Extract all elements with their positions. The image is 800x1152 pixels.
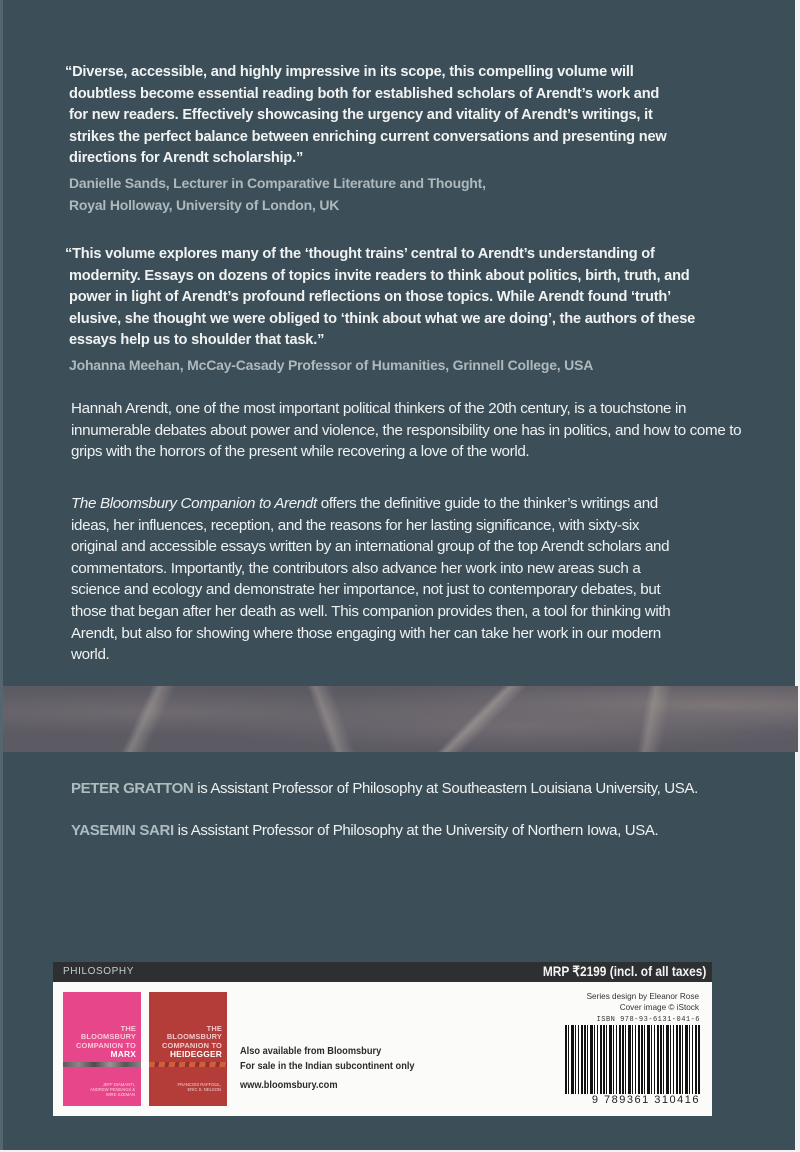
publisher-panel [53,982,712,1116]
author-bio-2 [71,821,658,841]
title-subject: HEIDEGGER [169,1049,222,1060]
book-title: The Bloomsbury Companion to Arendt [71,495,317,512]
title-line: THE [120,1024,136,1033]
related-book-heidegger [149,992,227,1106]
cover-image-credit: Cover image © iStock [619,1002,699,1012]
also-available-text: Also available from Bloomsbury [240,1045,382,1057]
author-name: YASEMIN SARI [71,822,174,839]
publisher-website-link[interactable]: www.bloomsbury.com [240,1079,338,1091]
sale-region-text: For sale in the Indian subcontinent only [240,1059,415,1072]
author-name: PETER GRATTON [71,780,194,797]
barcode-digits: 9 789361 310416 [555,1094,700,1106]
author-bio-1 [71,779,698,799]
title-line: COMPANION TO [75,1040,136,1050]
title-line: BLOOMSBURY [166,1032,222,1042]
endorsement-quote: “This volume explores many of the ‘thought trains’ central to Arendt’s understanding of modernity. Essays on dozens of topics invite readers to think about politics, birth, truth, and power in light of Arendt’s profound reflections on those topics. While Arendt found ‘truth’ elusive, she thought we were obliged to ‘think about what we are doing’, the authors of these essays help us to shoulder that task.” [65,246,696,348]
description-text: offers the definitive guide to the thinker’s writings and ideas, her influences, reception, and the reasons for her lasting significance, with sixty-six original and accessible essays written by an international group of the top Arendt scholars and commentators. Importantly, the contributors also advance her work into new areas such a science and ecology and demonstrate her importance, not just to contemporary debates, but those that began after her death as well. This companion provides then, a tool for thinking with Arendt, but also for showing where those engaging with her can take her work in our modern world. [71,495,671,664]
related-book-editors: FRANCOIS RAFFOUL, ERIC S. NELSON [177,1082,221,1092]
endorsement-attribution: Johanna Meehan, McCay-Casady Professor of Humanities, Grinnell College, USA [69,356,594,373]
description-paragraph-1: Hannah Arendt, one of the most important political thinkers of the 20th century, is a touchstone in innumerable debates about power and violence, the responsibility one has in politics, and how to come to grips with the horrors of the present while recovering a love of the world. [71,400,742,461]
cover-image-band [63,1062,141,1067]
endorsement-1 [65,62,669,216]
related-book-marx [63,992,141,1106]
author-bio-text: is Assistant Professor of Philosophy at Southeastern Louisiana University, USA. [193,780,698,797]
related-book-title [76,1025,136,1059]
price-label: MRP ₹2199 (incl. of all taxes) [542,963,706,979]
title-line: THE [206,1024,222,1033]
isbn-label: ISBN 978-93-6131-041-6 [596,1016,700,1024]
related-book-editors: JEFF DIAMANTI, ANDREW PENDAKIS & IMRE SZEMAN [90,1082,135,1097]
availability-info [240,1044,415,1093]
cover-credits [587,992,699,1013]
title-subject: MARX [110,1049,136,1060]
subject-label: PHILOSOPHY [63,966,135,977]
title-line: BLOOMSBURY [80,1032,136,1042]
author-bio-text: is Assistant Professor of Philosophy at the University of Northern Iowa, USA. [173,822,659,839]
series-design-credit: Series design by Eleanor Rose [586,992,699,1001]
marble-texture-band [3,686,798,752]
endorsement-attribution: Danielle Sands, Lecturer in Comparative Literature and Thought, Royal Holloway, University of London, UK [69,174,486,213]
endorsement-quote: “Diverse, accessible, and highly impressive in its scope, this compelling volume will doubtless become essential reading both for established scholars of Arendt’s work and for new readers. Effectively showcasing the urgency and vitality of Arendt’s writings, it strikes the perfect balance between enriching current conversations and presenting new directions for Arendt scholarship.” [65,64,667,166]
cover-image-band [149,1062,227,1067]
subject-price-strip [53,962,712,982]
related-book-title [162,1025,222,1059]
isbn-barcode [555,1016,700,1112]
title-line: COMPANION TO [161,1040,222,1050]
description-paragraph-2 [71,493,676,666]
barcode-bars [565,1025,700,1097]
endorsement-2 [65,244,709,376]
